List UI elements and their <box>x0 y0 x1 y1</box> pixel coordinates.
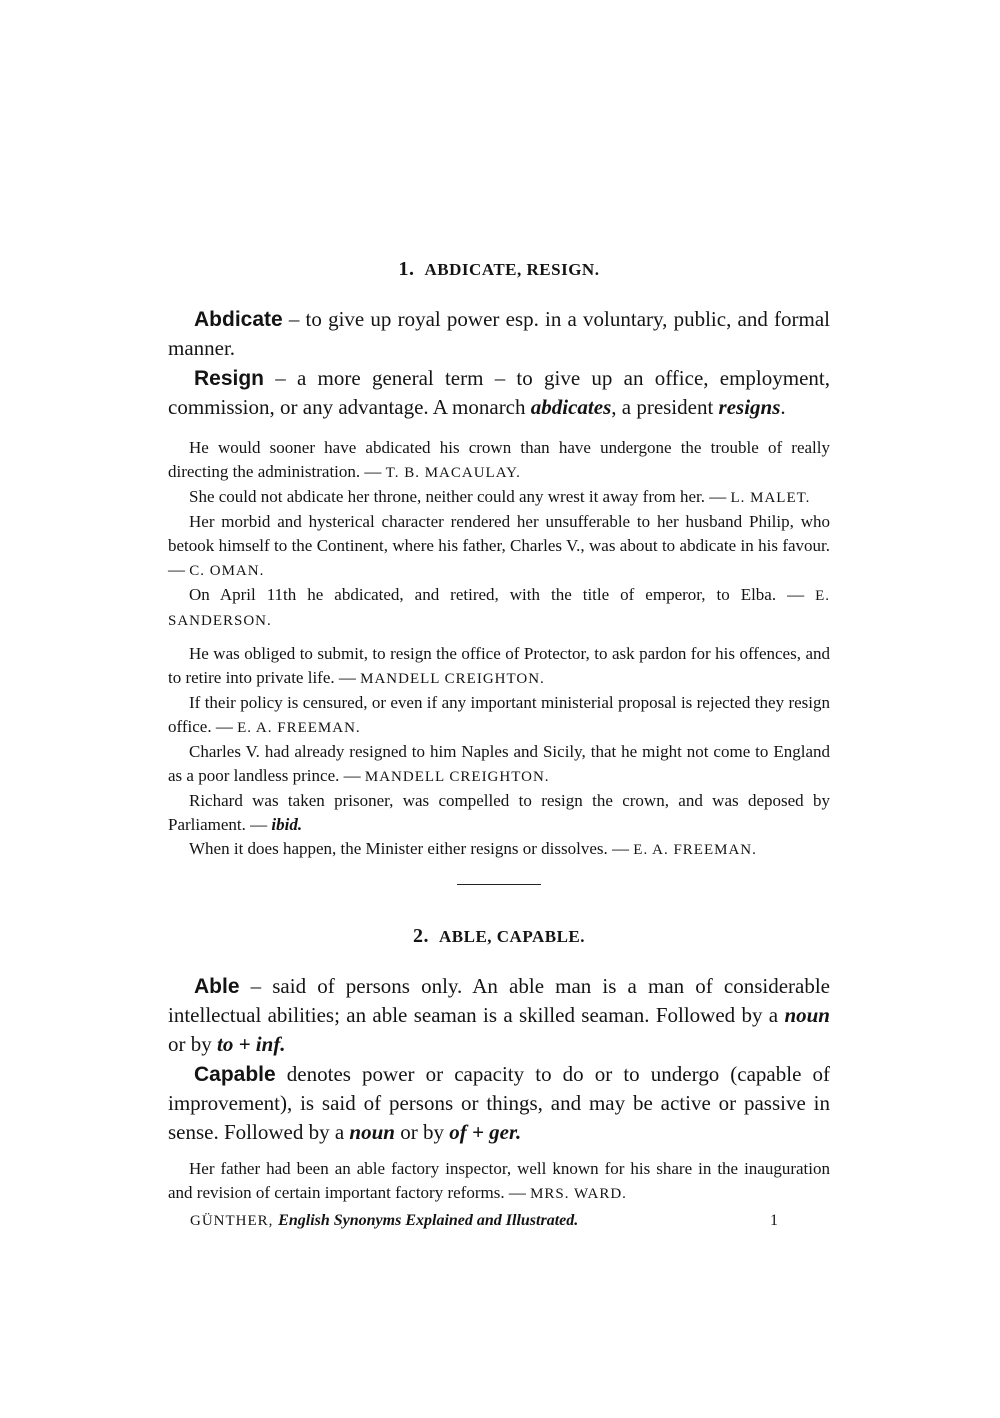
definition-capable <box>168 1060 830 1147</box>
page-content <box>168 258 830 1230</box>
quotes-resign <box>168 642 830 862</box>
quote-author: L. MALET. <box>730 490 811 506</box>
section-title: ABDICATE, RESIGN. <box>424 260 600 279</box>
quote <box>168 740 830 789</box>
page-number: 1 <box>770 1212 778 1229</box>
emphasis-to-inf: to + inf. <box>217 1032 286 1056</box>
quote <box>168 789 830 837</box>
section-number: 1. <box>398 258 415 280</box>
emphasis-abdicates: abdicates <box>530 395 612 419</box>
quote <box>168 837 830 862</box>
emphasis-noun: noun <box>349 1120 395 1144</box>
quote-author: MANDELL CREIGHTON. <box>360 671 545 687</box>
quote <box>168 1157 830 1206</box>
term-abdicate: Abdicate <box>194 308 283 331</box>
section-heading-abdicate-resign <box>168 258 830 281</box>
section-title: ABLE, CAPABLE. <box>438 927 585 946</box>
quote-author: T. B. MACAULAY. <box>385 465 521 481</box>
section-heading-able-capable <box>168 925 830 948</box>
quote <box>168 436 830 485</box>
definition-text: – said of persons only. An able man is a man of considerable intellectual abilities; an able seaman is a skilled seaman. Followed by a <box>168 974 830 1027</box>
footer-citation <box>190 1212 578 1230</box>
definition-text: or by <box>394 1120 450 1144</box>
quote-author: C. OMAN. <box>189 563 265 579</box>
term-resign: Resign <box>194 367 265 390</box>
quotes-able <box>168 1157 830 1206</box>
definition-resign <box>168 364 830 422</box>
term-able: Able <box>194 975 240 998</box>
quote <box>168 485 830 510</box>
quote-text: He would sooner have abdicated his crown than have undergone the trouble of really directing the administration. — <box>168 438 830 481</box>
quote <box>168 642 830 691</box>
definition-text: – to give up royal power esp. in a voluntary, public, and formal manner. <box>168 307 830 360</box>
quote-author: MANDELL CREIGHTON. <box>364 769 550 785</box>
footer-author: GÜNTHER, <box>190 1213 279 1229</box>
quote <box>168 510 830 583</box>
quote-text: She could not abdicate her throne, neither could any wrest it away from her. — <box>189 487 731 506</box>
quote-source: ibid. <box>271 815 303 834</box>
section-number: 2. <box>412 925 429 947</box>
definition-text: , a president <box>611 395 719 419</box>
definition-text: – a more general term – to give up an office, employment, commission, or any advantage. A monarch <box>168 366 830 419</box>
quote-text: On April 11th he abdicated, and retired, with the title of emperor, to Elba. — <box>189 585 816 604</box>
quote-text: Her father had been an able factory inspector, well known for his share in the inauguration and revision of certain important factory reforms. — <box>168 1159 830 1202</box>
quote-text: If their policy is censured, or even if any important ministerial proposal is rejected they resign office. — <box>168 693 830 736</box>
definition-able <box>168 972 830 1059</box>
page-footer <box>168 1212 830 1230</box>
quote-text: Her morbid and hysterical character rendered her unsufferable to her husband Philip, who betook himself to the Continent, where his father, Charles V., was about to abdicate in his favour. — <box>168 512 830 579</box>
quote-text: Richard was taken prisoner, was compelled to resign the crown, and was deposed by Parliament. — <box>168 791 830 834</box>
quote-author: E. SANDERSON. <box>168 588 830 629</box>
definition-text: or by <box>168 1032 217 1056</box>
quote <box>168 691 830 740</box>
quote-author: E. A. FREEMAN. <box>237 720 361 736</box>
emphasis-noun: noun <box>784 1003 830 1027</box>
quote-text: When it does happen, the Minister either resigns or dissolves. — <box>189 839 634 858</box>
definition-abdicate <box>168 305 830 363</box>
term-capable: Capable <box>194 1063 276 1086</box>
quote-text: Charles V. had already resigned to him Naples and Sicily, that he might not come to England as a poor landless prince. — <box>168 742 830 785</box>
quote-author: E. A. FREEMAN. <box>633 842 757 858</box>
quote-author: MRS. WARD. <box>530 1186 627 1202</box>
definition-text: . <box>780 395 786 419</box>
footer-book-title: English Synonyms Explained and Illustrated. <box>278 1212 579 1229</box>
quote-text: He was obliged to submit, to resign the office of Protector, to ask pardon for his offences, and to retire into private life. — <box>168 644 830 687</box>
quote <box>168 583 830 633</box>
definition-text: denotes power or capacity to do or to undergo (capable of improvement), is said of persons or things, and may be active or passive in sense. Followed by a <box>168 1062 830 1144</box>
emphasis-resigns: resigns <box>718 395 781 419</box>
section-divider <box>457 884 541 885</box>
quotes-abdicate <box>168 436 830 633</box>
emphasis-of-ger: of + ger. <box>449 1120 522 1144</box>
